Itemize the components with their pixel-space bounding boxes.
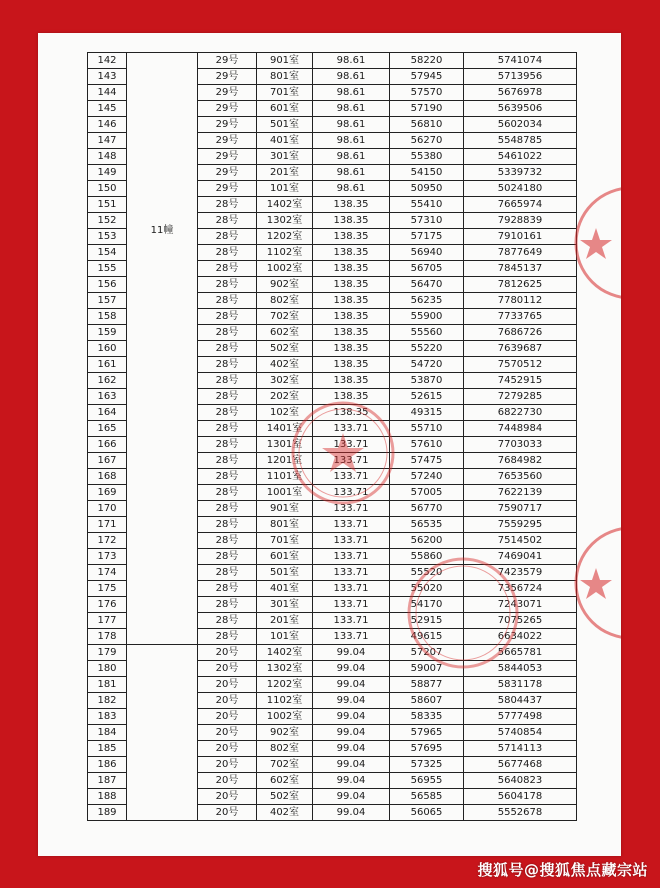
room-number: 401室 <box>257 133 313 149</box>
unit-price: 57945 <box>390 69 464 85</box>
total-price: 5676978 <box>464 85 577 101</box>
area: 133.71 <box>313 533 390 549</box>
unit-building: 29号 <box>198 53 257 69</box>
total-price: 7075265 <box>464 613 577 629</box>
total-price: 5640823 <box>464 773 577 789</box>
total-price: 5741074 <box>464 53 577 69</box>
total-price: 5604178 <box>464 789 577 805</box>
area: 133.71 <box>313 469 390 485</box>
total-price: 7423579 <box>464 565 577 581</box>
row-number: 144 <box>88 85 127 101</box>
room-number: 1102室 <box>257 693 313 709</box>
area: 133.71 <box>313 629 390 645</box>
row-number: 175 <box>88 581 127 597</box>
unit-price: 55560 <box>390 325 464 341</box>
area: 98.61 <box>313 53 390 69</box>
unit-price: 55410 <box>390 197 464 213</box>
area: 99.04 <box>313 677 390 693</box>
row-number: 153 <box>88 229 127 245</box>
watermark-text: 搜狐号@搜狐焦点藏宗站 <box>477 861 648 879</box>
area: 98.61 <box>313 69 390 85</box>
area: 99.04 <box>313 757 390 773</box>
area: 98.61 <box>313 149 390 165</box>
unit-price: 55020 <box>390 581 464 597</box>
total-price: 5548785 <box>464 133 577 149</box>
total-price: 7570512 <box>464 357 577 373</box>
unit-building: 28号 <box>198 309 257 325</box>
row-number: 184 <box>88 725 127 741</box>
room-number: 302室 <box>257 373 313 389</box>
row-number: 188 <box>88 789 127 805</box>
row-number: 168 <box>88 469 127 485</box>
row-number: 169 <box>88 485 127 501</box>
total-price: 7279285 <box>464 389 577 405</box>
unit-price: 55220 <box>390 341 464 357</box>
area: 133.71 <box>313 549 390 565</box>
unit-price: 55900 <box>390 309 464 325</box>
total-price: 7514502 <box>464 533 577 549</box>
unit-price: 52915 <box>390 613 464 629</box>
table-row <box>88 53 577 69</box>
room-number: 1001室 <box>257 485 313 501</box>
row-number: 155 <box>88 261 127 277</box>
area: 138.35 <box>313 261 390 277</box>
row-number: 152 <box>88 213 127 229</box>
unit-building: 28号 <box>198 437 257 453</box>
area: 138.35 <box>313 197 390 213</box>
room-number: 801室 <box>257 517 313 533</box>
total-price: 7665974 <box>464 197 577 213</box>
room-number: 502室 <box>257 341 313 357</box>
row-number: 173 <box>88 549 127 565</box>
unit-price: 57240 <box>390 469 464 485</box>
area: 133.71 <box>313 613 390 629</box>
total-price: 7639687 <box>464 341 577 357</box>
area: 133.71 <box>313 581 390 597</box>
area: 133.71 <box>313 421 390 437</box>
total-price: 7684982 <box>464 453 577 469</box>
building-label: 11幢 <box>127 53 198 645</box>
room-number: 1202室 <box>257 677 313 693</box>
total-price: 7243071 <box>464 597 577 613</box>
row-number: 160 <box>88 341 127 357</box>
total-price: 7469041 <box>464 549 577 565</box>
total-price: 7877649 <box>464 245 577 261</box>
row-number: 189 <box>88 805 127 821</box>
unit-building: 20号 <box>198 645 257 661</box>
row-number: 146 <box>88 117 127 133</box>
area: 133.71 <box>313 597 390 613</box>
unit-price: 57570 <box>390 85 464 101</box>
unit-building: 28号 <box>198 501 257 517</box>
total-price: 7686726 <box>464 325 577 341</box>
room-number: 401室 <box>257 581 313 597</box>
area: 99.04 <box>313 741 390 757</box>
unit-building: 20号 <box>198 677 257 693</box>
row-number: 166 <box>88 437 127 453</box>
room-number: 601室 <box>257 549 313 565</box>
room-number: 101室 <box>257 629 313 645</box>
row-number: 149 <box>88 165 127 181</box>
area: 138.35 <box>313 405 390 421</box>
room-number: 1301室 <box>257 437 313 453</box>
area: 138.35 <box>313 309 390 325</box>
unit-price: 54170 <box>390 597 464 613</box>
room-number: 1101室 <box>257 469 313 485</box>
row-number: 174 <box>88 565 127 581</box>
total-price: 5831178 <box>464 677 577 693</box>
area: 99.04 <box>313 773 390 789</box>
unit-building: 29号 <box>198 117 257 133</box>
total-price: 5677468 <box>464 757 577 773</box>
unit-building: 28号 <box>198 517 257 533</box>
room-number: 102室 <box>257 405 313 421</box>
unit-price: 56200 <box>390 533 464 549</box>
unit-building: 28号 <box>198 197 257 213</box>
total-price: 5602034 <box>464 117 577 133</box>
unit-building: 20号 <box>198 773 257 789</box>
row-number: 156 <box>88 277 127 293</box>
document-page <box>38 33 621 856</box>
total-price: 7812625 <box>464 277 577 293</box>
total-price: 7653560 <box>464 469 577 485</box>
area: 138.35 <box>313 229 390 245</box>
unit-building: 20号 <box>198 741 257 757</box>
total-price: 7452915 <box>464 373 577 389</box>
row-number: 182 <box>88 693 127 709</box>
unit-building: 28号 <box>198 549 257 565</box>
row-number: 159 <box>88 325 127 341</box>
total-price: 5740854 <box>464 725 577 741</box>
unit-building: 20号 <box>198 693 257 709</box>
unit-building: 20号 <box>198 725 257 741</box>
total-price: 7448984 <box>464 421 577 437</box>
unit-building: 28号 <box>198 405 257 421</box>
unit-price: 55860 <box>390 549 464 565</box>
total-price: 5714113 <box>464 741 577 757</box>
unit-building: 28号 <box>198 325 257 341</box>
unit-price: 57190 <box>390 101 464 117</box>
unit-price: 56810 <box>390 117 464 133</box>
room-number: 1402室 <box>257 197 313 213</box>
area: 99.04 <box>313 725 390 741</box>
unit-building: 28号 <box>198 389 257 405</box>
unit-price: 56705 <box>390 261 464 277</box>
unit-price: 57310 <box>390 213 464 229</box>
unit-building: 28号 <box>198 421 257 437</box>
unit-building: 28号 <box>198 597 257 613</box>
total-price: 7622139 <box>464 485 577 501</box>
unit-price: 57207 <box>390 645 464 661</box>
unit-price: 57965 <box>390 725 464 741</box>
unit-building: 28号 <box>198 533 257 549</box>
unit-price: 55520 <box>390 565 464 581</box>
total-price: 7356724 <box>464 581 577 597</box>
row-number: 185 <box>88 741 127 757</box>
row-number: 165 <box>88 421 127 437</box>
unit-building: 29号 <box>198 181 257 197</box>
room-number: 602室 <box>257 325 313 341</box>
area: 99.04 <box>313 789 390 805</box>
room-number: 1102室 <box>257 245 313 261</box>
row-number: 143 <box>88 69 127 85</box>
row-number: 181 <box>88 677 127 693</box>
unit-building: 20号 <box>198 661 257 677</box>
unit-price: 58607 <box>390 693 464 709</box>
unit-building: 28号 <box>198 261 257 277</box>
unit-building: 20号 <box>198 789 257 805</box>
unit-price: 57325 <box>390 757 464 773</box>
total-price: 7910161 <box>464 229 577 245</box>
unit-price: 57475 <box>390 453 464 469</box>
row-number: 163 <box>88 389 127 405</box>
total-price: 5844053 <box>464 661 577 677</box>
area: 98.61 <box>313 101 390 117</box>
room-number: 702室 <box>257 309 313 325</box>
row-number: 158 <box>88 309 127 325</box>
unit-price: 56770 <box>390 501 464 517</box>
area: 98.61 <box>313 133 390 149</box>
unit-price: 56470 <box>390 277 464 293</box>
area: 138.35 <box>313 389 390 405</box>
unit-price: 54720 <box>390 357 464 373</box>
unit-building: 29号 <box>198 85 257 101</box>
room-number: 402室 <box>257 357 313 373</box>
unit-building: 20号 <box>198 757 257 773</box>
row-number: 176 <box>88 597 127 613</box>
room-number: 902室 <box>257 725 313 741</box>
row-number: 162 <box>88 373 127 389</box>
area: 133.71 <box>313 517 390 533</box>
room-number: 201室 <box>257 613 313 629</box>
row-number: 186 <box>88 757 127 773</box>
table-row <box>88 645 577 661</box>
row-number: 172 <box>88 533 127 549</box>
room-number: 1401室 <box>257 421 313 437</box>
unit-price: 56940 <box>390 245 464 261</box>
row-number: 161 <box>88 357 127 373</box>
total-price: 7559295 <box>464 517 577 533</box>
total-price: 5339732 <box>464 165 577 181</box>
area: 99.04 <box>313 661 390 677</box>
unit-price: 56235 <box>390 293 464 309</box>
unit-price: 56065 <box>390 805 464 821</box>
total-price: 5552678 <box>464 805 577 821</box>
unit-price: 58335 <box>390 709 464 725</box>
unit-building: 20号 <box>198 805 257 821</box>
unit-building: 29号 <box>198 101 257 117</box>
room-number: 1302室 <box>257 661 313 677</box>
unit-price: 57610 <box>390 437 464 453</box>
unit-price: 57175 <box>390 229 464 245</box>
unit-price: 55710 <box>390 421 464 437</box>
area: 98.61 <box>313 85 390 101</box>
area: 138.35 <box>313 293 390 309</box>
unit-price: 50950 <box>390 181 464 197</box>
room-number: 1402室 <box>257 645 313 661</box>
total-price: 6634022 <box>464 629 577 645</box>
total-price: 5713956 <box>464 69 577 85</box>
unit-price: 57695 <box>390 741 464 757</box>
row-number: 167 <box>88 453 127 469</box>
price-table-body <box>88 53 577 821</box>
room-number: 1302室 <box>257 213 313 229</box>
row-number: 178 <box>88 629 127 645</box>
area: 133.71 <box>313 453 390 469</box>
row-number: 151 <box>88 197 127 213</box>
room-number: 801室 <box>257 69 313 85</box>
area: 98.61 <box>313 181 390 197</box>
total-price: 5461022 <box>464 149 577 165</box>
area: 99.04 <box>313 693 390 709</box>
room-number: 602室 <box>257 773 313 789</box>
unit-building: 28号 <box>198 485 257 501</box>
area: 138.35 <box>313 341 390 357</box>
area: 138.35 <box>313 325 390 341</box>
total-price: 7780112 <box>464 293 577 309</box>
unit-price: 56535 <box>390 517 464 533</box>
row-number: 154 <box>88 245 127 261</box>
unit-price: 55380 <box>390 149 464 165</box>
unit-price: 56270 <box>390 133 464 149</box>
unit-building: 28号 <box>198 213 257 229</box>
unit-price: 49315 <box>390 405 464 421</box>
row-number: 183 <box>88 709 127 725</box>
price-table <box>87 52 577 821</box>
room-number: 701室 <box>257 533 313 549</box>
room-number: 402室 <box>257 805 313 821</box>
area: 99.04 <box>313 645 390 661</box>
total-price: 7845137 <box>464 261 577 277</box>
row-number: 177 <box>88 613 127 629</box>
unit-price: 56585 <box>390 789 464 805</box>
unit-building: 28号 <box>198 341 257 357</box>
unit-price: 49615 <box>390 629 464 645</box>
row-number: 145 <box>88 101 127 117</box>
room-number: 1202室 <box>257 229 313 245</box>
room-number: 101室 <box>257 181 313 197</box>
room-number: 701室 <box>257 85 313 101</box>
row-number: 148 <box>88 149 127 165</box>
row-number: 164 <box>88 405 127 421</box>
room-number: 502室 <box>257 789 313 805</box>
row-number: 187 <box>88 773 127 789</box>
row-number: 157 <box>88 293 127 309</box>
area: 138.35 <box>313 373 390 389</box>
unit-building: 28号 <box>198 629 257 645</box>
building-cell-empty <box>127 645 198 821</box>
room-number: 301室 <box>257 597 313 613</box>
area: 138.35 <box>313 357 390 373</box>
area: 99.04 <box>313 709 390 725</box>
room-number: 202室 <box>257 389 313 405</box>
unit-building: 28号 <box>198 565 257 581</box>
room-number: 501室 <box>257 117 313 133</box>
row-number: 180 <box>88 661 127 677</box>
room-number: 901室 <box>257 501 313 517</box>
area: 133.71 <box>313 565 390 581</box>
total-price: 5777498 <box>464 709 577 725</box>
room-number: 301室 <box>257 149 313 165</box>
room-number: 902室 <box>257 277 313 293</box>
unit-price: 52615 <box>390 389 464 405</box>
unit-building: 28号 <box>198 293 257 309</box>
area: 138.35 <box>313 245 390 261</box>
area: 138.35 <box>313 213 390 229</box>
row-number: 142 <box>88 53 127 69</box>
total-price: 7733765 <box>464 309 577 325</box>
total-price: 6822730 <box>464 405 577 421</box>
unit-building: 28号 <box>198 229 257 245</box>
unit-building: 29号 <box>198 165 257 181</box>
area: 98.61 <box>313 117 390 133</box>
room-number: 802室 <box>257 741 313 757</box>
room-number: 1201室 <box>257 453 313 469</box>
area: 99.04 <box>313 805 390 821</box>
total-price: 5665781 <box>464 645 577 661</box>
total-price: 7928839 <box>464 213 577 229</box>
unit-building: 28号 <box>198 373 257 389</box>
row-number: 170 <box>88 501 127 517</box>
room-number: 901室 <box>257 53 313 69</box>
room-number: 702室 <box>257 757 313 773</box>
total-price: 7703033 <box>464 437 577 453</box>
unit-price: 54150 <box>390 165 464 181</box>
unit-building: 28号 <box>198 245 257 261</box>
unit-building: 28号 <box>198 581 257 597</box>
total-price: 5804437 <box>464 693 577 709</box>
unit-building: 28号 <box>198 613 257 629</box>
unit-price: 58877 <box>390 677 464 693</box>
area: 98.61 <box>313 165 390 181</box>
room-number: 1002室 <box>257 261 313 277</box>
total-price: 5639506 <box>464 101 577 117</box>
unit-price: 53870 <box>390 373 464 389</box>
room-number: 201室 <box>257 165 313 181</box>
unit-price: 59007 <box>390 661 464 677</box>
unit-price: 56955 <box>390 773 464 789</box>
area: 138.35 <box>313 277 390 293</box>
row-number: 150 <box>88 181 127 197</box>
row-number: 147 <box>88 133 127 149</box>
area: 133.71 <box>313 437 390 453</box>
row-number: 179 <box>88 645 127 661</box>
unit-price: 57005 <box>390 485 464 501</box>
unit-building: 20号 <box>198 709 257 725</box>
room-number: 501室 <box>257 565 313 581</box>
unit-building: 28号 <box>198 453 257 469</box>
room-number: 802室 <box>257 293 313 309</box>
unit-price: 58220 <box>390 53 464 69</box>
unit-building: 28号 <box>198 357 257 373</box>
row-number: 171 <box>88 517 127 533</box>
unit-building: 29号 <box>198 69 257 85</box>
room-number: 601室 <box>257 101 313 117</box>
total-price: 5024180 <box>464 181 577 197</box>
unit-building: 29号 <box>198 133 257 149</box>
unit-building: 28号 <box>198 469 257 485</box>
seal-stamp-edge-lower <box>571 523 621 643</box>
unit-building: 28号 <box>198 277 257 293</box>
area: 133.71 <box>313 501 390 517</box>
room-number: 1002室 <box>257 709 313 725</box>
seal-stamp-edge-upper <box>571 183 621 303</box>
unit-building: 29号 <box>198 149 257 165</box>
area: 133.71 <box>313 485 390 501</box>
total-price: 7590717 <box>464 501 577 517</box>
